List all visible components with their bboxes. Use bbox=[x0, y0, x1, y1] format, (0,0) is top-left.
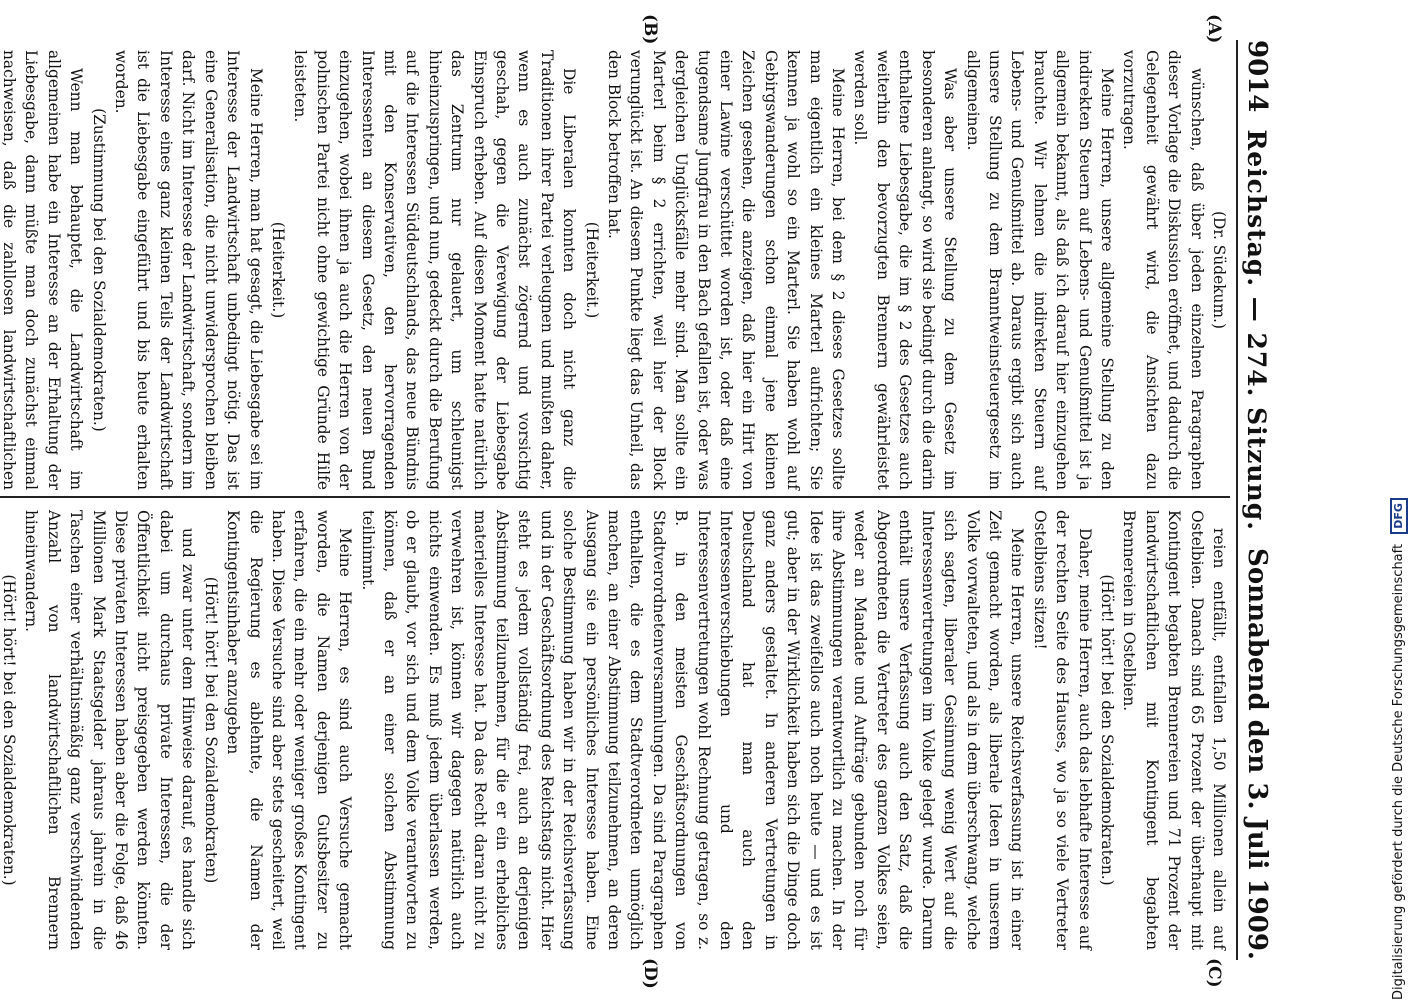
column-divider bbox=[0, 496, 1230, 498]
paragraph: und zwar unter dem Hinweise darauf, es handle sich dabei um durchaus private Interessen, die der Öffentlichkeit nicht preisgegeben werden könnten. Diese privaten Interessen haben aber die Folge, daß 46 Millionen Mark Staatsgelder jahraus jahrein in die Taschen einer verhältnismäßig ganz verschwindenden Anzahl von landwirtschaftlichen Brennern hineinwandern. bbox=[22, 510, 198, 950]
margin-marker-c: (C) bbox=[1204, 958, 1224, 988]
paragraph: Meine Herren, es sind auch Versuche gemacht worden, die Namen derjenigen Gutsbesitzer zu erfahren, die ein mehr oder weniger großes Kontingent haben. Diese Versuche sind aber stets gescheitert, weil die Regierung es ablehnte, die Namen der Kontingentsinhaber anzugeben bbox=[224, 510, 355, 950]
paragraph: Meine Herren, bei dem § 2 dieses Gesetzes sollte man eigentlich ein kleines Marterl aufrichten; Sie kennen ja wohl so ein Marterl. Sie haben wohl auf Gebirgswanderungen schon einmal jene kleinen Zeichen gesehen, die anzeigen, daß hier ein Hirt von einer Lawine verschüttet worden ist, oder daß eine tugendsame Jungfrau in den Bach gefallen ist, oder was dergleichen Unglücksfälle mehr sind. Man sollte ein Marterl beim § 2 errichten, weil hier der Block verunglückt ist. An diesem Punkte liegt das Unheil, das den Block betroffen hat. bbox=[605, 50, 848, 490]
paragraph: reien entfällt, entfallen 1,50 Millionen allein auf Ostelbien. Danach sind 65 Prozent der überhaupt mit Kontingent begabten Brennereien und 71 Prozent der landwirtschaftlichen mit Kontingent begabten Brennereien in Ostelbien. bbox=[1120, 510, 1228, 950]
dfg-logo: DFG bbox=[1390, 498, 1408, 534]
margin-marker-d: (D) bbox=[640, 958, 660, 989]
margin-marker-a: (A) bbox=[1204, 14, 1224, 44]
digitization-note: Digitalisierung gefördert durch die Deutsche Forschungsgemeinschaft bbox=[1391, 543, 1406, 1000]
paragraph: wünschen, daß über jeden einzelnen Paragraphen dieser Vorlage die Diskussion eröffnet, und dadurch die Gelegenheit gewährt wird, die Ansichten dazu vorzutragen. bbox=[1120, 50, 1206, 490]
page-header bbox=[1236, 40, 1292, 960]
speech-remark: (Hört! hört! bei den Sozialdemokraten.) bbox=[1097, 574, 1116, 886]
margin-marker-b: (B) bbox=[640, 14, 660, 45]
paragraph: Wenn man behauptet, die Landwirtschaft im allgemeinen habe ein Interesse an der Erhaltung der Liebesgabe, dann müßte man doch zunächst einmal nachweisen, daß die zahllosen landwirtschaftlichen bbox=[0, 50, 86, 490]
digitization-footer bbox=[1343, 0, 1406, 1000]
speech-remark: (Dr. Südekum.) bbox=[1210, 211, 1228, 329]
paragraph: Die Liberalen konnten doch nicht ganz die Traditionen ihrer Partei verleugnen und mußten daher, wenn es auch zunächst zögernd und vorsichtig geschah, gegen die Verewigung der Liebesgabe Einspruch erheben. Auf diesen Moment hatte natürlich das Zentrum nur gelauert, um schleunigst hineinzuspringen, und nun, gedeckt durch die Berufung auf die Interessen Süddeutschlands, das neue Bündnis mit den Konservativen, den hervorragenden Interessenten an diesem Gesetz, den neuen Bund einzugehen, wobei ihnen ja auch die Herren von der polnischen Partei nicht ohne gewichtige Gründe Hilfe leisteten. bbox=[291, 50, 579, 490]
paragraph: Meine Herren, man hat gesagt, die Liebesgabe sei im Interesse der Landwirtschaft unbedingt nötig. Das ist eine Generalisation, die nicht unwidersprochen bleiben darf. Nicht im Interesse der Landwirtschaft, sondern im Interesse eines ganz kleinen Teils der Landwirtschaft ist die Liebesgabe eingeführt und bis heute erhalten worden. bbox=[112, 50, 265, 490]
session-title: Reichstag. — 274. Sitzung. bbox=[1242, 129, 1271, 531]
speech-remark: (Zustimmung bei den Sozialdemokraten.) bbox=[89, 108, 108, 432]
paragraph: Was aber unsere Stellung zu dem Gesetz im besonderen anlangt, so wird sie bedingt durch die darin enthaltene Liebesgabe, die im § 2 des Gesetzes auch weiterhin den bevorzugten Brennern gewährleistet werden soll. bbox=[851, 50, 960, 490]
speech-remark: (Hört! hört! bei den Sozialdemokraten.) bbox=[0, 574, 19, 886]
session-date: Sonnabend den 3. Juli 1909. bbox=[1242, 548, 1272, 960]
paragraph: Daher, meine Herren, auch das lebhafte Interesse auf der rechten Seite des Hauses, wo ja so viele Vertreter Ostelbiens sitzen! bbox=[1030, 510, 1094, 950]
paragraph: Meine Herren, unsere allgemeine Stellung zu den indirekten Steuern auf Lebens- und Genußmittel ist ja allgemein bekannt, als daß ich darauf hier einzugehen brauchte. Wir lehnen die indirekten Steuern auf Lebens- und Genußmittel ab. Daraus ergibt sich auch unsere Stellung zu dem Branntweinsteuergesetz im allgemeinen. bbox=[963, 50, 1116, 490]
paragraph: Meine Herren, unsere Reichsverfassung ist in einer Zeit gemacht worden, als liberale Ideen in unserem Volke vorwalteten, und als in dem überschwang, welche sich sagten, liberaler Gesinnung wenig Wert auf die Interessenvertretungen im Volke gelegt wurde. Darum enthält unsere Verfassung auch den Satz, daß die Abgeordneten die Vertreter des ganzen Volkes seien, weder an Mandate und Aufträge gebunden noch für ihre Abstimmungen verantwortlich zu machen. In der Idee ist das zweifellos auch noch heute — und es ist gut; aber in der Wirklichkeit haben sich die Dinge doch ganz anders gestaltet. In anderen Vertretungen in Deutschland hat man auch den Interessenverschiebungen und den Interessenvertretungen wohl Rechnung getragen, so z. B. in den meisten Geschäftsordnungen von Stadtverordnetenversammlungen. Da sind Paragraphen enthalten, die es dem Stadtverordneten unmöglich machen, an einer Abstimmung teilzunehmen, an deren Ausgang sie ein persönliches Interesse haben. Eine solche Bestimmung haben wir in der Reichsverfassung und in der Geschäftsordnung des Reichstags nicht. Hier steht es jedem vollständig frei, auch an derjenigen Abstimmung teilzunehmen, für die er ein erhebliches materielles Interesse hat. Da das Recht daran nicht zu verwehren ist, können wir dagegen natürlich auch nichts einwenden. Es muß jedem überlassen werden, ob er glaubt, vor sich und dem Volke verantworten zu können, daß er an einer solchen Abstimmung teilnimmt. bbox=[358, 510, 1027, 950]
left-text-column bbox=[0, 50, 1230, 490]
speech-remark: (Heiterkeit.) bbox=[582, 221, 601, 319]
speech-remark: (Hört! hört! bei den Sozialdemokraten) bbox=[201, 576, 220, 884]
page-number: 9014 bbox=[1242, 40, 1272, 113]
speech-remark: (Heiterkeit.) bbox=[268, 221, 287, 319]
right-text-column bbox=[0, 510, 1230, 950]
